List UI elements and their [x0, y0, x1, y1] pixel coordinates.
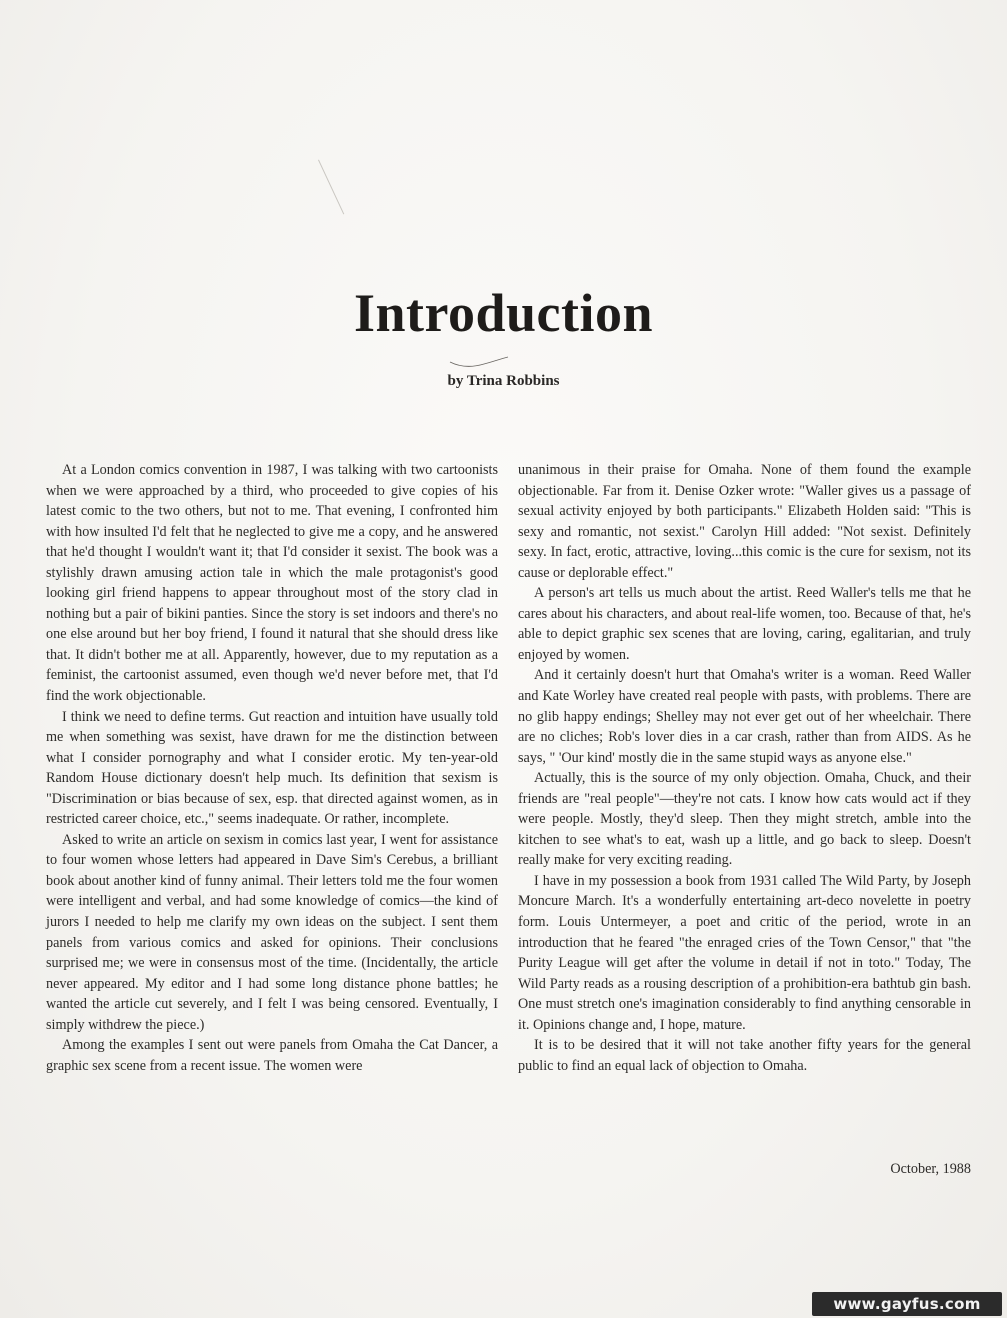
date-signoff: October, 1988	[890, 1161, 971, 1177]
paragraph: At a London comics convention in 1987, I was talking with two cartoonists when we were approached by a third, who proceeded to give copies of his latest comic to the two others, but not to me. That evening, I confronted him with how insulted I'd felt that he neglected to give me a copy, and he answered that he'd thought I wouldn't want it; that I'd consider it sexist. The book was a stylishly drawn amusing action tale in which the male protagonist's good looking girl friend happens to appear throughout most of the story clad in nothing but a pair of bikini panties. Since the story is set indoors and there's no one else around but her boy friend, I found it natural that she should dress like that. It didn't bother me at all. Apparently, however, due to my reputation as a feminist, the cartoonist assumed, even though we'd never before met, that I'd find the work objectionable.	[46, 462, 498, 705]
author-byline: by Trina Robbins	[447, 373, 560, 389]
paragraph: A person's art tells us much about the artist. Reed Waller's tells me that he cares about his characters, and about real-life women, too. Because of that, he's able to depict graphic sex scenes that are loving, caring, egalitarian, and truly enjoyed by women.	[518, 585, 971, 663]
watermark-text: www.gayfus.com	[833, 1295, 981, 1313]
paragraph: Among the examples I sent out were panels from Omaha the Cat Dancer, a graphic sex scene from a recent issue. The women were	[46, 1037, 498, 1074]
paragraph: I have in my possession a book from 1931 called The Wild Party, by Joseph Moncure March. It's a wonderfully entertaining art-deco novelette in poetry form. Louis Untermeyer, a poet and critic of the period, wrote in an introduction that he feared "the enraged cries of the Town Censor," that "the Purity League will get after the volume in detail if not in toto." Today, The Wild Party reads as a rousing description of a prohibition-era bathtub gin bash. One must stretch one's imagination considerably to find anything censorable in it. Opinions change and, I hope, mature.	[518, 872, 971, 1033]
paragraph: unanimous in their praise for Omaha. None of them found the example objectionable. Far from it. Denise Ozker wrote: "Waller gives us a passage of sexual activity enjoyed by both participants." Elizabeth Holden said: "This is sexy and romantic, not sexist." Carolyn Hill added: "Not sexist. Definitely sexy. In fact, erotic, attractive, loving...this comic is the cure for sexism, not its cause or deplorable effect."	[518, 462, 971, 581]
page-title: Introduction	[353, 283, 654, 343]
paragraph: It is to be desired that it will not take another fifty years for the general public to find an equal lack of objection to Omaha.	[518, 1037, 971, 1074]
paragraph: Asked to write an article on sexism in comics last year, I went for assistance to four women whose letters had appeared in Dave Sim's Cerebus, a brilliant book about another kind of funny animal. Their letters told me the four women were intelligent and verbal, and had some knowledge of comics—the kind of jurors I needed to help me clarify my own ideas on the subject. I sent them panels from various comics and asked for opinions. Their conclusions surprised me; we were in consensus most of the time. (Incidentally, the article never appeared. My editor and I had some long distance phone battles; he wanted the article cut severely, and I felt I was being censored. Eventually, I simply withdrew the piece.)	[46, 831, 498, 1033]
paragraph: And it certainly doesn't hurt that Omaha's writer is a woman. Reed Waller and Kate Worley have created real people with pasts, with problems. There are no glib happy endings; Shelley may not ever get out of her wheelchair. There are no cliches; Rob's lover dies in a car crash, rather than from AIDS. As he says, " 'Our kind' mostly die in the same stupid ways as anyone else."	[518, 667, 971, 766]
title-swash-ornament	[448, 356, 510, 368]
site-watermark	[812, 1292, 1002, 1316]
paper-crease-mark	[318, 160, 344, 215]
text-column-right	[518, 460, 971, 1076]
text-column-left	[46, 460, 498, 1076]
paragraph: Actually, this is the source of my only objection. Omaha, Chuck, and their friends are "real people"—they're not cats. I know how cats would act if they were people. Mostly, they'd sleep. Then they might stretch, amble into the kitchen to see what's to eat, wash up a little, and go back to sleep. Doesn't really make for very exciting reading.	[518, 770, 971, 869]
paragraph: I think we need to define terms. Gut reaction and intuition have usually told me when something was sexist, have drawn for me the distinction between what I consider pornography and what I consider erotic. My ten-year-old Random House dictionary doesn't help much. Its definition that sexism is "Discrimination or bias because of sex, esp. that directed against women, as in restricted career choice, etc.," seems inadequate. Or rather, incomplete.	[46, 708, 498, 828]
